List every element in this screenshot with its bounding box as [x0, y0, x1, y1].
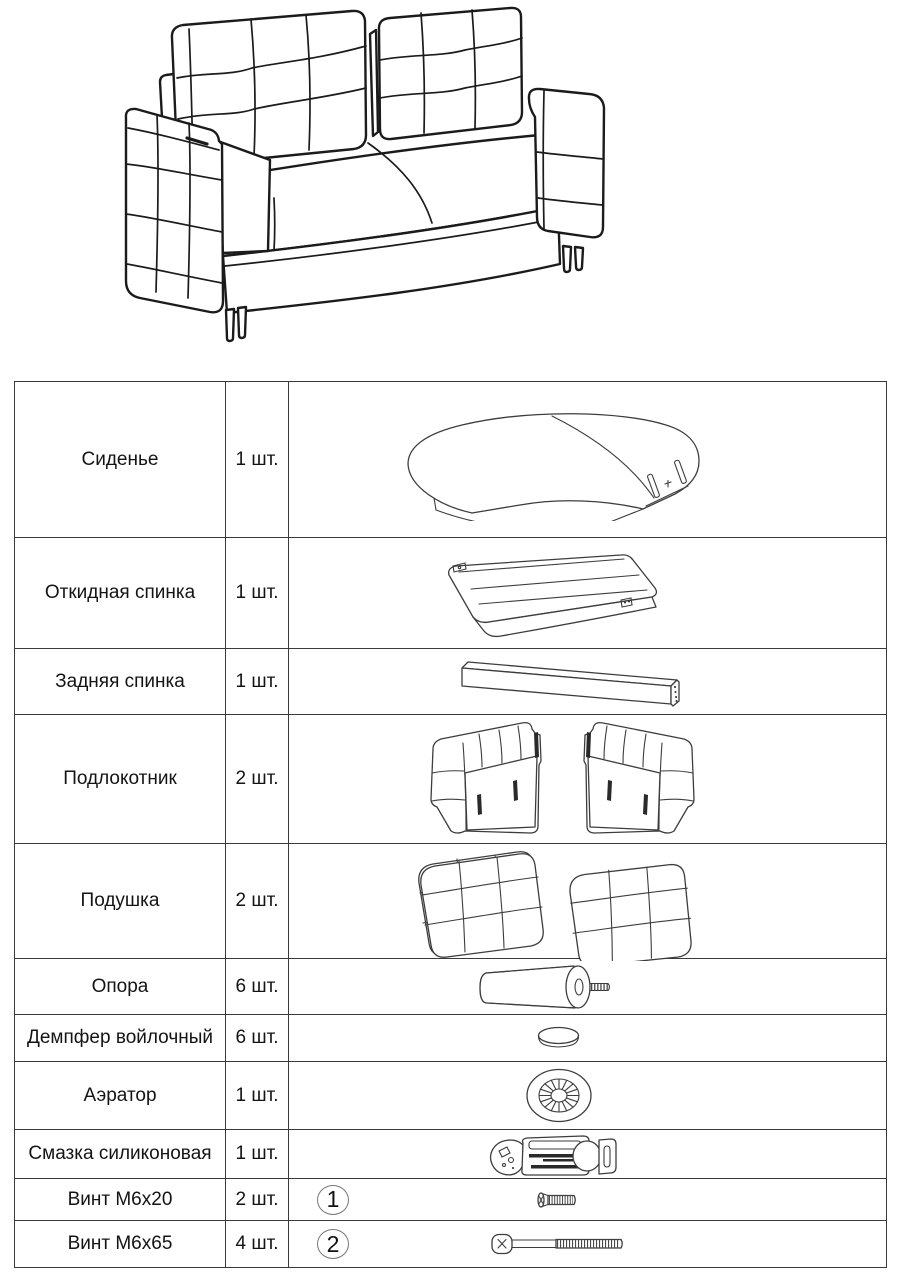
table-row — [15, 844, 886, 959]
table-row — [15, 715, 886, 844]
armrest-illustration — [425, 721, 700, 839]
rear-backrest-illustration — [450, 655, 700, 709]
table-row — [15, 959, 886, 1015]
part-qty: 6 шт. — [235, 1027, 279, 1049]
part-name: Смазка силиконовая — [28, 1143, 212, 1165]
part-name: Демпфер войлочный — [26, 1027, 213, 1049]
part-name: Сиденье — [81, 448, 159, 470]
part-name: Аэратор — [83, 1084, 157, 1106]
screw-m6x20-illustration — [533, 1191, 578, 1209]
part-qty: 2 шт. — [235, 1188, 279, 1210]
leg-illustration — [478, 963, 618, 1011]
table-row — [15, 382, 886, 538]
part-name: Подушка — [80, 890, 160, 912]
part-name: Откидная спинка — [44, 582, 196, 604]
screw-m6x65-illustration — [490, 1232, 630, 1255]
marker-number: 1 — [326, 1186, 340, 1212]
cushion-illustration — [413, 849, 697, 961]
screw-1-marker — [317, 1185, 349, 1215]
part-qty: 1 шт. — [235, 670, 279, 692]
part-qty: 1 шт. — [235, 1143, 279, 1165]
seat-illustration — [400, 406, 710, 521]
silicone-grease-illustration — [485, 1133, 617, 1177]
part-name: Винт М6х20 — [67, 1188, 173, 1210]
folding-backrest-illustration — [425, 551, 680, 646]
part-qty: 2 шт. — [235, 768, 279, 790]
part-name: Задняя спинка — [55, 670, 185, 692]
marker-number: 2 — [326, 1230, 340, 1257]
table-row — [15, 1179, 886, 1221]
part-qty: 2 шт. — [235, 890, 279, 912]
part-qty: 1 шт. — [235, 1084, 279, 1106]
table-row — [15, 1130, 886, 1179]
table-row — [15, 649, 886, 715]
sofa-assembled-illustration — [110, 2, 630, 347]
table-row — [15, 1062, 886, 1130]
part-qty: 1 шт. — [235, 582, 279, 604]
table-row — [15, 1015, 886, 1062]
table-row — [15, 1221, 886, 1267]
part-qty: 4 шт. — [235, 1233, 279, 1255]
felt-damper-illustration — [537, 1026, 581, 1050]
part-name: Опора — [91, 975, 149, 997]
aerator-illustration — [525, 1068, 593, 1123]
part-name: Винт М6х65 — [67, 1233, 173, 1255]
part-name: Подлокотник — [63, 768, 177, 790]
part-qty: 1 шт. — [235, 448, 279, 470]
part-qty: 6 шт. — [235, 975, 279, 997]
table-row — [15, 538, 886, 649]
screw-2-marker — [317, 1229, 349, 1259]
parts-table — [14, 381, 887, 1268]
